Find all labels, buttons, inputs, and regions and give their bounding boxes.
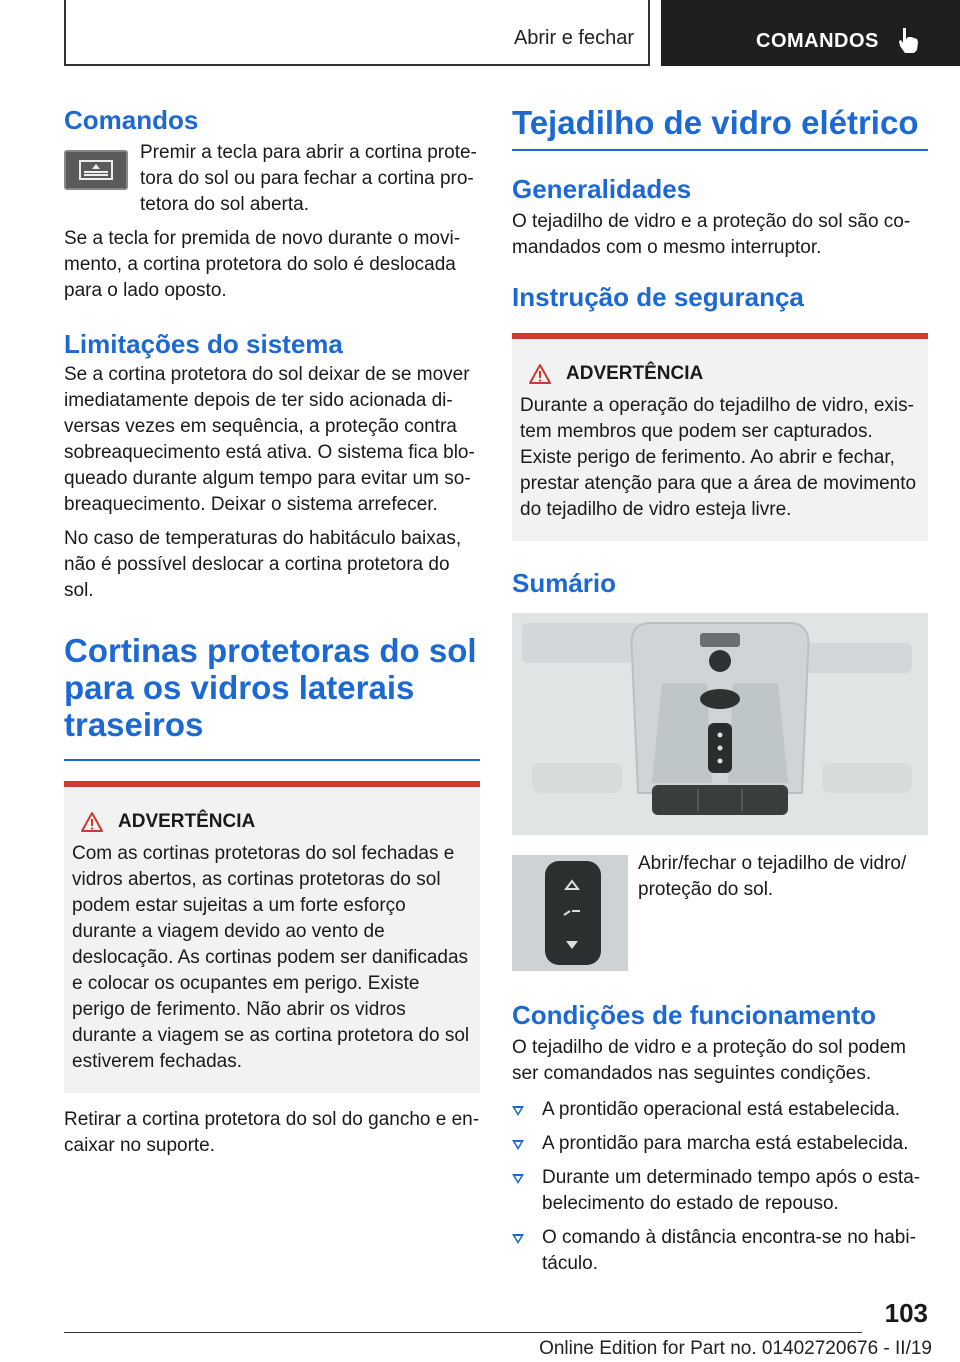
list-item: O comando à distância encontra-se no habitáculo. (512, 1225, 928, 1277)
header-chapter-label: COMANDOS (756, 30, 879, 52)
header-section-label: Abrir e fechar (513, 27, 634, 49)
footer-rule (64, 1332, 862, 1333)
retirar-paragraph: Retirar a cortina protetora do sol do gancho e encaixar no suporte. (64, 1109, 480, 1156)
cortinas-heading: Cortinas protetoras do sol para os vidros laterais traseiros (64, 632, 477, 743)
header-section-box (64, 0, 650, 66)
limitacoes-paragraph-2: No caso de temperaturas do habitáculo baixas, não é possível deslocar a cortina protetora do sol. (64, 528, 462, 601)
comandos-heading: Comandos (64, 105, 199, 135)
warning-label-right: ADVERTÊNCIA (566, 363, 704, 384)
warning-text-right: Durante a operação do tejadilho de vidro, existem membros que podem ser capturados. Existe perigo de ferimento. Ao abrir e fechar, prestar atenção para que a área de movimento do tejadilho de vidro esteja livre. (520, 395, 917, 520)
condicoes-heading: Condições de funcionamento (512, 1000, 877, 1030)
generalidades-paragraph: O tejadilho de vidro e a proteção do sol são comandados com o mesmo interruptor. (512, 211, 911, 258)
warning-title-left (80, 811, 472, 833)
tejadilho-heading: Tejadilho de vidro elétrico (512, 104, 919, 141)
right-column (512, 100, 928, 1285)
seguranca-heading: Instrução de segurança (512, 282, 804, 312)
switch-caption: Abrir/fechar o tejadilho de vidro/ proteção do sol. (638, 855, 907, 900)
sunblind-button-icon (66, 152, 126, 188)
bullet-triangle-icon (512, 1106, 524, 1116)
overhead-console-illustration (512, 613, 928, 835)
list-item: A prontidão para marcha está estabelecida. (512, 1131, 928, 1157)
cortinas-heading-rule (64, 759, 480, 761)
list-item: A prontidão operacional está estabelecida. (512, 1097, 928, 1123)
warning-title-right (528, 363, 920, 385)
generalidades-heading: Generalidades (512, 174, 692, 204)
warning-text-left: Com as cortinas protetoras do sol fechadas e vidros abertos, as cortinas protetoras do sol podem estar sujeitas a um forte esforço durante a viagem devido ao vento de deslocação. As cortinas podem ser danificadas e colocar os ocupantes em perigo. Existe perigo de ferimento. Não abrir os vidros durante a viagem se as cortina protetora do sol estiverem fechadas. (72, 843, 470, 1072)
limitacoes-paragraph-1: Se a cortina protetora do sol deixar de se mover imediatamente depois de ter sido acionada diversas vezes em sequência, a proteção contra sobreaquecimento está ativa. O sistema fica bloqueado durante algum tempo para evitar um sobreaquecimento. Deixar o sistema arrefecer. (64, 364, 475, 515)
tejadilho-heading-rule (512, 149, 928, 151)
page-number: 103 (884, 1298, 928, 1328)
roof-switch-illustration (512, 855, 628, 971)
roof-switch-image (512, 855, 628, 971)
limitacoes-heading: Limitações do sistema (64, 329, 343, 359)
list-item: Durante um determinado tempo após o estabelecimento do estado de repouso. (512, 1165, 928, 1217)
header-chapter-tab (661, 0, 960, 66)
warning-label-left: ADVERTÊNCIA (118, 811, 256, 832)
warning-box-right (512, 339, 928, 541)
footer-edition: Online Edition for Part no. 01402720676 - II/19 (539, 1338, 932, 1359)
sumario-heading: Sumário (512, 568, 617, 598)
comandos-paragraph-2: Se a tecla for premida de novo durante o movimento, a cortina protetora do solo é deslocada para o lado oposto. (64, 228, 461, 301)
switch-block (512, 855, 928, 971)
comandos-block (64, 140, 480, 218)
hand-pointer-icon (897, 26, 921, 54)
condicoes-paragraph: O tejadilho de vidro e a proteção do sol podem ser comandados nas seguintes condições. (512, 1037, 906, 1084)
condicoes-list (512, 1097, 928, 1277)
comandos-paragraph-1: Premir a tecla para abrir a cortina protetora do sol ou para fechar a cortina protetora do sol aberta. (140, 142, 477, 215)
bullet-triangle-icon (512, 1140, 524, 1150)
warning-triangle-icon (80, 811, 104, 833)
bullet-triangle-icon (512, 1174, 524, 1184)
sunblind-button-image (64, 150, 128, 190)
bullet-triangle-icon (512, 1234, 524, 1244)
warning-triangle-icon (528, 363, 552, 385)
warning-box-left (64, 787, 480, 1093)
overhead-console-image (512, 613, 928, 835)
left-column (64, 100, 480, 1159)
